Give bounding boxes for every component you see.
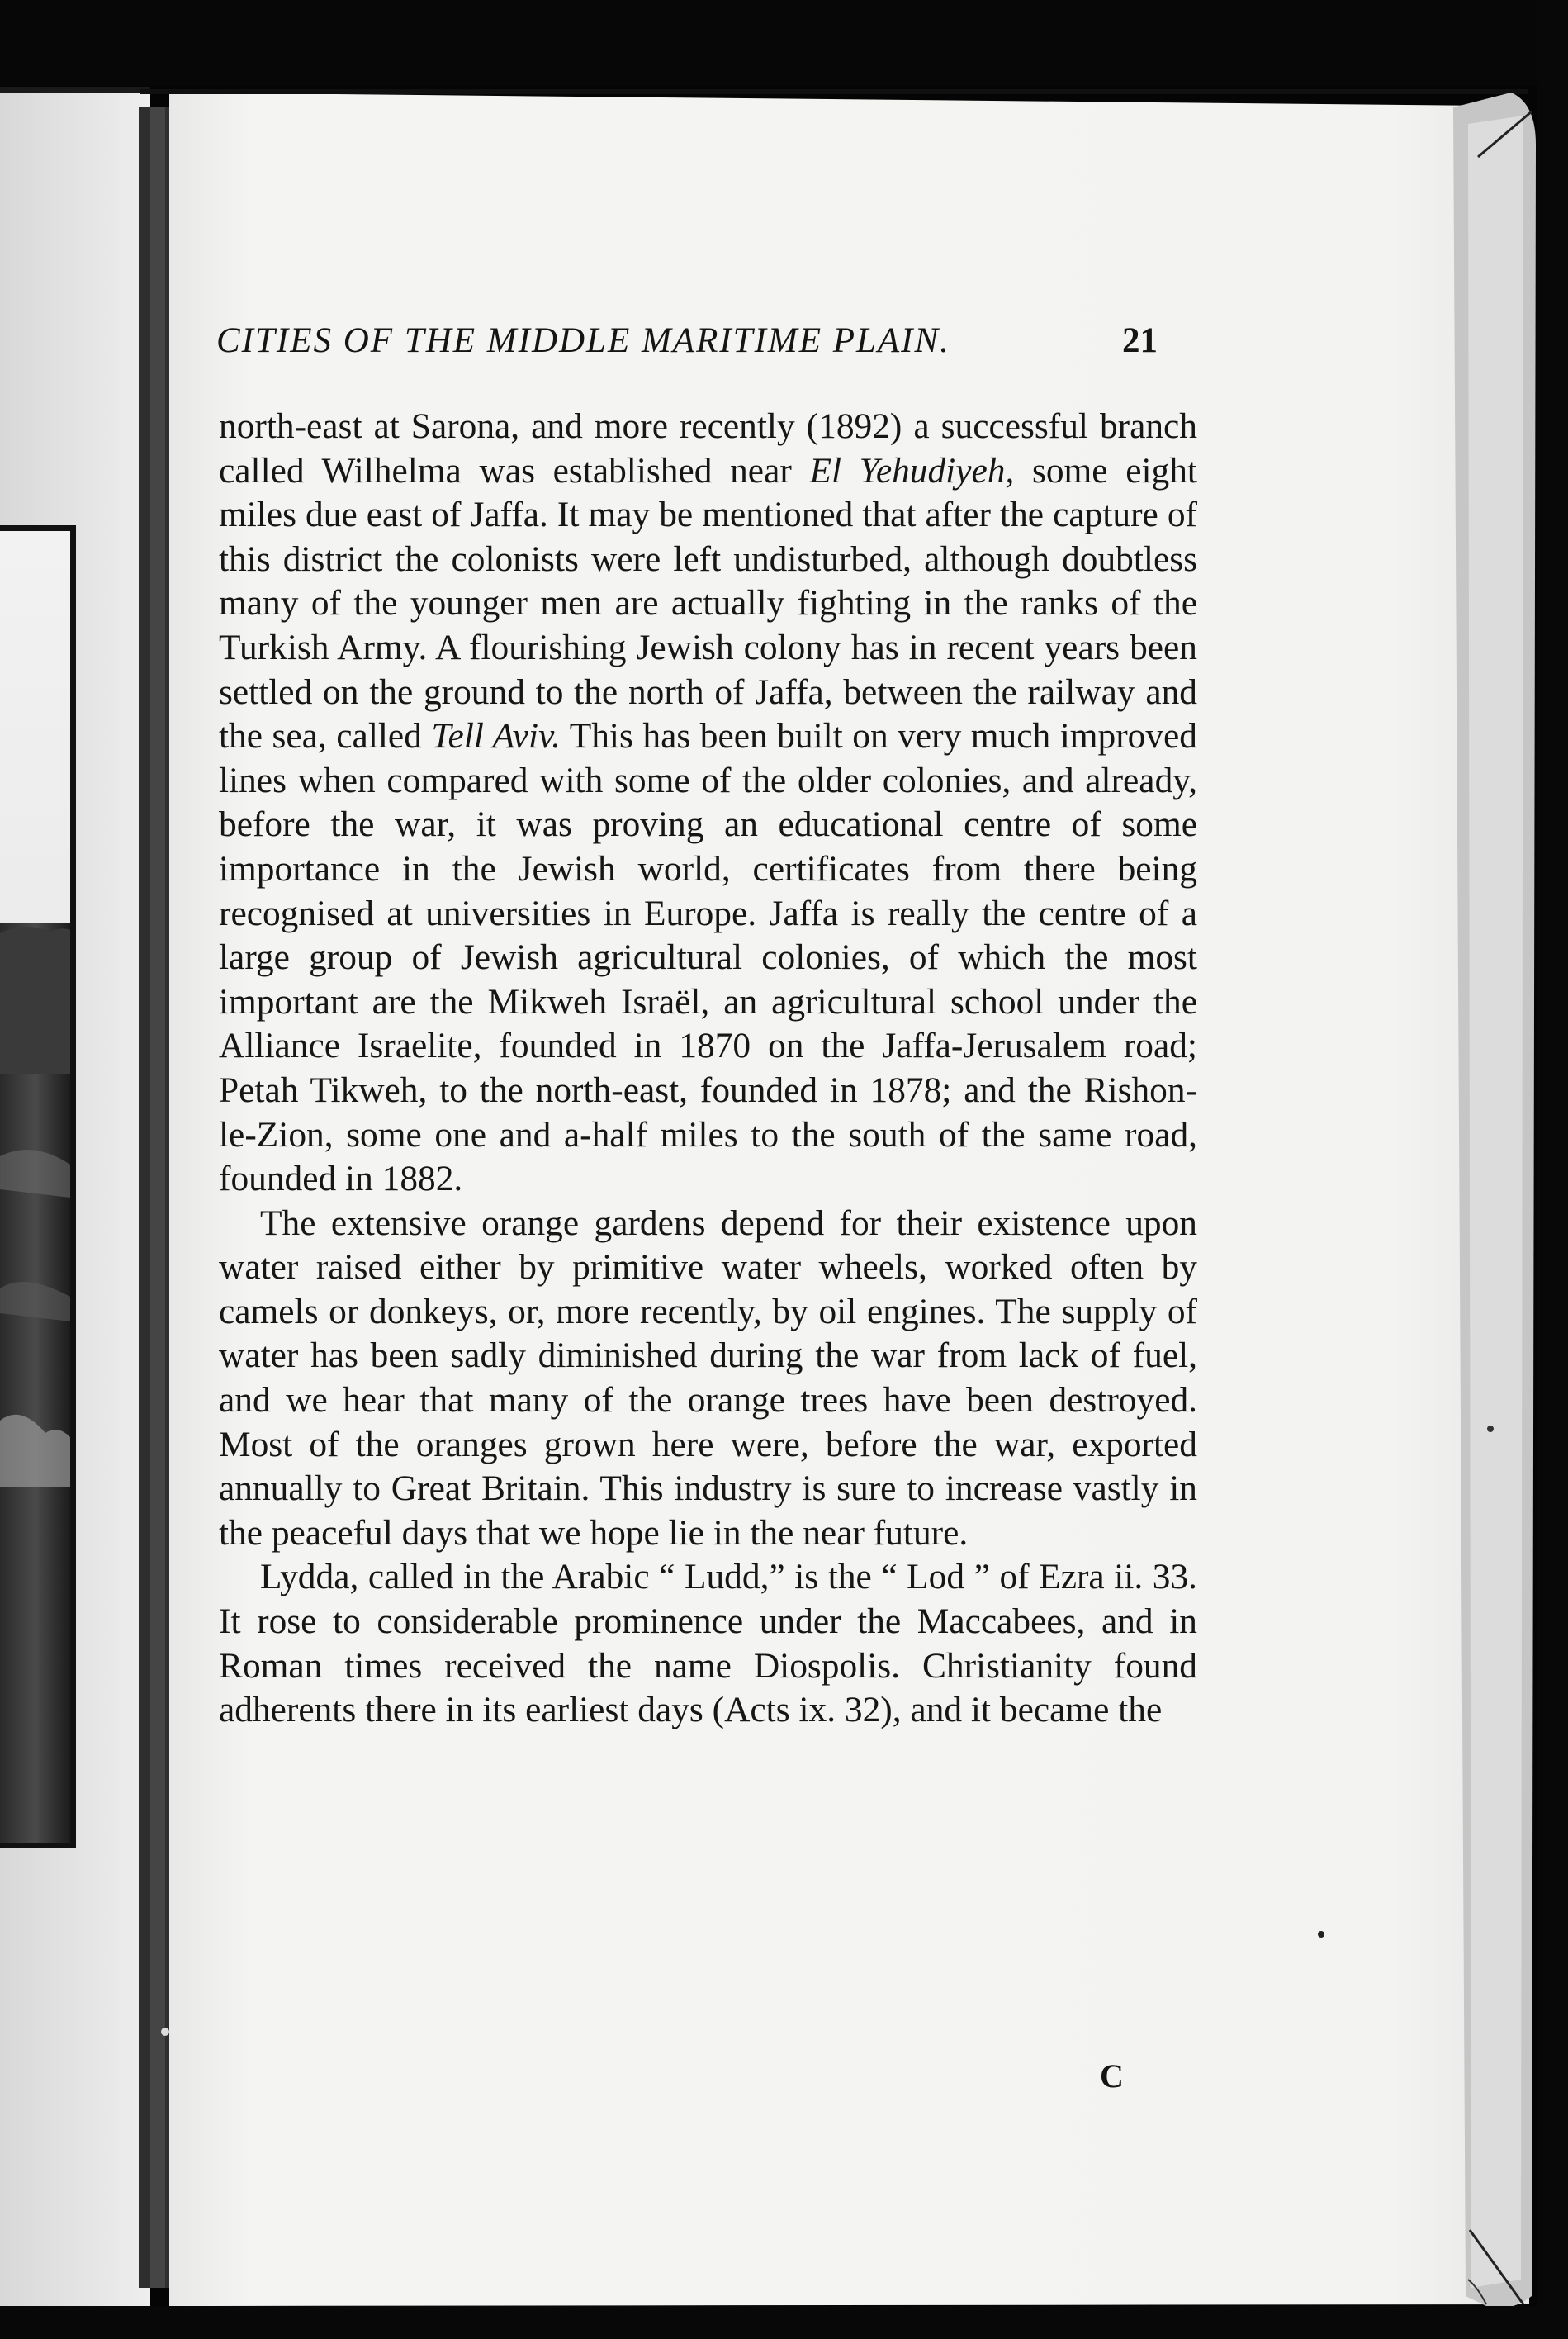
speck-mark xyxy=(1487,1426,1494,1432)
text-run: Lydda, called in the Arabic “ Ludd,” is the “ Lod ” of Ezra ii. 33. It rose to considerable prominence under the Maccabees, and in Roman times received the name Diospolis. Christianity found adherents there in its earliest days (Acts ix. 32), and it became the xyxy=(219,1557,1197,1730)
running-head-title: CITIES OF THE MIDDLE MARITIME PLAIN. xyxy=(216,321,950,360)
italic-run: Tell Aviv. xyxy=(431,716,561,757)
body-text xyxy=(219,405,1197,1733)
plate-photograph xyxy=(0,525,76,1848)
signature-mark: C xyxy=(1100,2057,1124,2095)
paragraph xyxy=(219,1555,1197,1732)
text-run: some eight miles due east of Jaffa. It may be mentioned that after the capture of this district the colonists were left undisturbed, although doubtless many of the younger men are actually fighting in the ranks of the Turkish Army. A flourishing Jewish colony has in recent years been settled on the ground to the north of Jaffa, between the railway and the sea, called xyxy=(219,450,1197,757)
page-number: 21 xyxy=(1122,321,1158,360)
text-run: The extensive orange gardens depend for their existence upon water raised either by primitive water wheels, worked often by camels or donkeys, or, more recently, by oil engines. The supply of water has been sadly diminished during the war from lack of fuel, and we hear that many of the orange trees have been destroyed. Most of the oranges grown here were, before the war, exported annually to Great Britain. This industry is sure to increase vastly in the peaceful days that we hope lie in the near future. xyxy=(219,1203,1197,1553)
text-run: This has been built on very much improved lines when compared with some of the older colonies, and already, before the war, it was proving an educational centre of some importance in the Jewish world, certificates from there being recognised at universities in Europe. Jaffa is really the centre of a large group of Jewish agricultural colonies, of which the most important are the Mikweh Israël, an agricultural school under the Alliance Israelite, founded in 1870 on the Jaffa-Jerusalem road; Petah Tikweh, to the north-east, founded in 1878; and the Rishon-le-Zion, some one and a-half miles to the south of the same road, founded in 1882. xyxy=(219,716,1197,1199)
paragraph xyxy=(219,1202,1197,1556)
text-run: north-east at Sarona, and more recently (1892) a successful branch called Wilhelma was established near xyxy=(219,406,1197,491)
speck-mark xyxy=(161,2028,169,2036)
running-head xyxy=(216,320,1158,370)
facing-page xyxy=(0,87,150,2316)
speck-mark xyxy=(1318,1931,1324,1938)
paragraph xyxy=(219,405,1197,1202)
italic-run: El Yehudiyeh, xyxy=(809,450,1015,491)
gutter xyxy=(139,107,173,2288)
